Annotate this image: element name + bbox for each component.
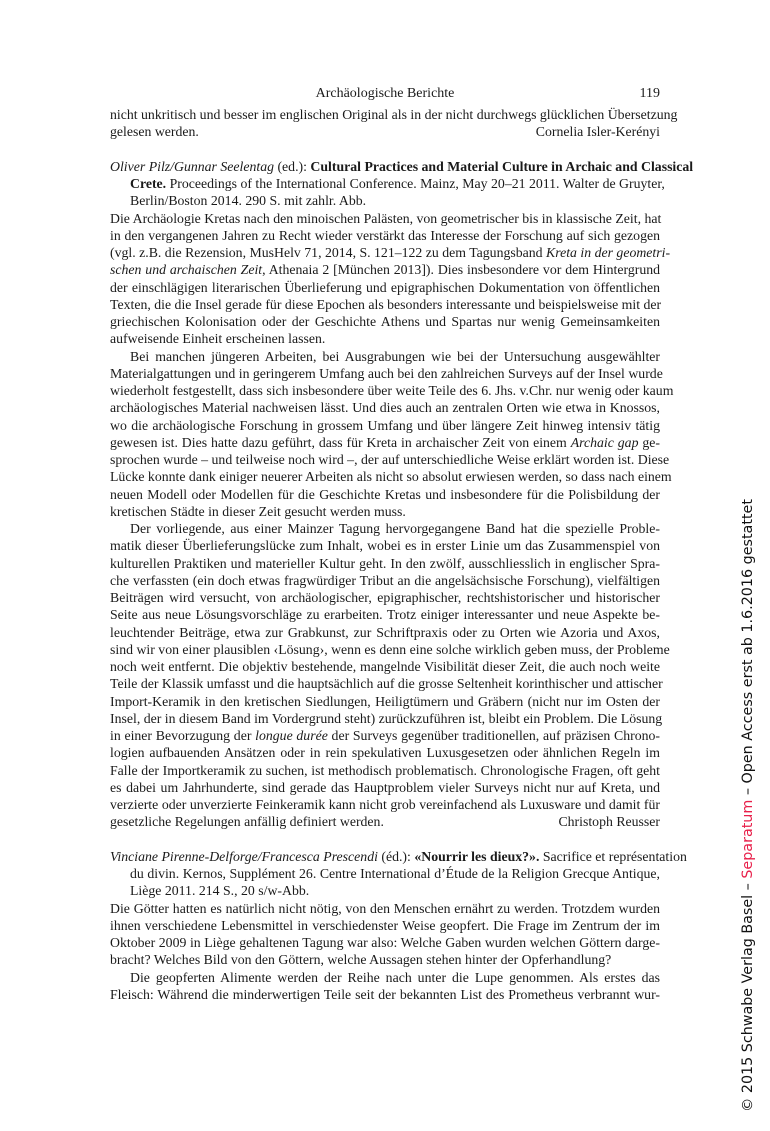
text-run: neuen Modell oder Modellen für die Geschichte Kretas und insbesondere für die Polisbildung der <box>110 486 660 502</box>
text-run: sind wir von einer plausiblen ‹Lösung›, wenn es denn eine solche wirklich geben muss, der Probleme <box>110 641 670 657</box>
text-run: matik dieser Überlieferungslücke zum Inhalt, wobei es in erster Linie um das Zusammenspiel von <box>110 538 660 554</box>
text-run: gelesen werden. <box>110 124 199 140</box>
text-run: (vgl. z.B. die Rezension, MusHelv 71, 2014, S. 121–122 zu dem Tagungsband <box>110 245 547 260</box>
text-line <box>110 106 678 123</box>
text-run: Die geopferten Alimente werden der Reihe nach unter die Lupe genommen. Als erstes das <box>130 969 660 985</box>
text-run: Die Archäologie Kretas nach den minoischen Palästen, von geometrischer bis in klassische Zeit, hat <box>110 210 662 226</box>
text-line <box>110 606 660 623</box>
paragraph <box>110 969 660 1004</box>
text-run: der Surveys gegenüber traditionellen, auf präzisen Chrono- <box>327 728 660 743</box>
italic-text: Archaic gap <box>570 434 639 450</box>
reviewer-signature: Christoph Reusser <box>558 814 660 830</box>
text-run: bracht? Welches Bild von den Göttern, welche Aussagen stehen hinter der Opferhandlung? <box>110 952 612 968</box>
text-run: verzierte oder unverzierte Feinkeramik kann nicht grob vereinfachend als Luxusware und damit für <box>110 797 660 812</box>
text-line <box>110 503 660 520</box>
text-line <box>110 520 660 537</box>
text-run: sprochen wurde – und teilweise noch wird –, der auf unterschiedliche Weise erklärt worden ist. Diese <box>110 452 670 467</box>
running-header <box>110 86 660 104</box>
text-run: der einschlägigen literarischen Überlieferung und epigraphischen Dokumentation von öffentlichen <box>110 279 660 295</box>
open-access-text: – Open Access erst ab 1.6.2016 gestattet <box>740 499 756 800</box>
text-run: du divin. Kernos, Supplément 26. Centre International d’Étude de la Religion Grecque Antique, <box>130 866 660 881</box>
text-line <box>110 641 670 658</box>
paragraph <box>110 520 670 831</box>
text-line <box>110 555 660 572</box>
bibliographic-entry <box>110 158 694 210</box>
text-line <box>110 365 663 382</box>
text-line <box>110 848 687 865</box>
text-line <box>110 175 665 192</box>
text-line <box>110 537 660 554</box>
text-run: (ed.): <box>274 158 311 174</box>
text-run: in den vergangenen Jahren zu Recht wieder verstärkt das Interesse der Forschung auf sich gezogen <box>110 227 660 243</box>
text-run: , Athenaia 2 [München 2013]). Dies insbesondere vor dem Hintergrund <box>262 262 661 278</box>
separatum-label: Separatum <box>740 799 756 879</box>
text-line <box>110 330 660 347</box>
text-line <box>110 417 660 434</box>
copyright-text: © 2015 Schwabe Verlag Basel – <box>740 878 756 1112</box>
text-line <box>110 348 660 365</box>
text-line <box>110 382 674 399</box>
text-line <box>110 451 670 468</box>
text-run: Lücke konnte dank einiger neuerer Arbeiten als nicht so absolut erwiesen werden, so dass nach einem <box>110 469 672 485</box>
bibliographic-entry <box>110 848 687 900</box>
text-line <box>110 192 660 209</box>
text-run: leuchtender Beiträge, etwa zur Grabkunst, zur Schriftpraxis oder zu Orten wie Azoria und Axos, <box>110 624 660 640</box>
paragraph <box>110 900 660 969</box>
italic-text: Vinciane Pirenne-Delforge/Francesca Prescendi <box>110 848 378 864</box>
text-line <box>110 951 660 968</box>
text-line <box>110 727 660 744</box>
text-run: Import-Keramik in den kretischen Siedlungen, Heiligtümern und Gräbern (nicht nur im Osten der <box>110 693 660 709</box>
paragraph <box>110 348 674 521</box>
text-run: gewesen ist. Dies hatte dazu geführt, dass für Kreta in archaischer Zeit von einem <box>110 434 571 450</box>
text-run: Sacrifice et représentation <box>539 848 687 864</box>
text-run: Liège 2011. 214 S., 20 s/w-Abb. <box>130 883 310 899</box>
text-line <box>110 261 660 278</box>
text-line <box>110 123 660 140</box>
bold-text: Cultural Practices and Material Culture in Archaic and Classical <box>310 158 694 174</box>
paragraph <box>110 210 671 348</box>
text-run: ge- <box>638 434 660 450</box>
text-line <box>110 986 660 1003</box>
text-line <box>110 434 660 451</box>
text-run: Berlin/Boston 2014. 290 S. mit zahlr. Abb. <box>130 193 367 209</box>
italic-text: Oliver Pilz/Gunnar Seelentag <box>110 158 274 174</box>
text-run: Materialgattungen und in geringerem Umfang auch bei den zahlreichen Surveys auf der Insel wurde <box>110 365 663 381</box>
text-run: Die Götter hatten es natürlich nicht nötig, von den Menschen ernährt zu werden. Trotzdem wurden <box>110 900 660 916</box>
text-line <box>110 589 660 606</box>
text-line <box>110 934 660 951</box>
text-line <box>110 210 660 227</box>
text-run: Proceedings of the International Conference. Mainz, May 20–21 2011. Walter de Gruyter, <box>166 176 665 191</box>
text-line <box>110 865 660 882</box>
text-run: in einer Bevorzugung der <box>110 728 256 743</box>
reviewer-signature: Cornelia Isler-Kerényi <box>535 124 660 140</box>
text-line <box>110 675 663 692</box>
italic-text: longue durée <box>255 728 328 743</box>
text-run: kretischen Städte in dieser Zeit gesucht werden muss. <box>110 503 406 519</box>
text-line <box>110 158 694 175</box>
text-line <box>110 279 660 296</box>
line-content <box>110 123 199 140</box>
text-line <box>110 572 660 589</box>
text-run: Beiträgen wird versucht, von archäologischer, epigraphischer, rechtshistorischer und historischer <box>110 590 660 605</box>
page-number: 119 <box>639 86 660 101</box>
text-line <box>110 296 660 313</box>
text-line <box>110 796 660 813</box>
text-line <box>110 969 660 986</box>
running-title: Archäologische Berichte <box>315 86 455 101</box>
text-run: Teile der Klassik umfasst und die hauptsächlich auf die grosse Seltenheit korinthischer und attischer <box>110 676 663 692</box>
text-line <box>110 779 660 796</box>
text-run: Texten, die die Insel gerade für diese Epochen als besonders interessante und beispielsweise mit der <box>110 296 662 312</box>
page-body <box>110 106 694 1003</box>
text-run: wiederholt festgestellt, dass sich insbesondere über weite Teile des 6. Jhs. v.Chr. nur wenig oder kaum <box>110 383 674 398</box>
text-run: Seite aus neue Lösungsvorschläge zu erarbeiten. Trotz einiger interessanter und neue Aspekte be- <box>110 607 660 623</box>
paragraph <box>110 106 678 141</box>
text-line <box>110 624 660 641</box>
text-run: Oktober 2009 in Liège gehaltenen Tagung war also: Welche Gaben wurden welchen Göttern darge- <box>110 935 660 950</box>
text-run: kulturellen Praktiken und materieller Kultur geht. In den zwölf, ausschliesslich in englischer Spra- <box>110 555 660 571</box>
bold-text: Crete. <box>130 176 167 191</box>
text-run: (éd.): <box>377 848 415 864</box>
text-run: noch weit entfernt. Die objektiv bestehende, mangelnde Visibilität dieser Zeit, die auch noch weite <box>110 659 660 674</box>
text-line <box>110 762 660 779</box>
text-run: Der vorliegende, aus einer Mainzer Tagung hervorgegangene Band hat die spezielle Proble- <box>130 521 660 536</box>
text-run: gesetzliche Regelungen anfällig definiert werden. <box>110 814 384 830</box>
text-line <box>110 468 672 485</box>
text-run: ihnen verschiedene Lebensmittel in verschiedenster Weise geopfert. Die Frage im Zentrum der im <box>110 917 660 933</box>
text-run: Falle der Importkeramik zu suchen, ist methodisch problematisch. Chronologische Fragen, oft geht <box>110 762 660 778</box>
text-line <box>110 744 660 761</box>
text-line <box>110 900 660 917</box>
text-line <box>110 693 660 710</box>
text-run: nicht unkritisch und besser im englischen Original als in der nicht durchwegs glücklichen Übersetzung <box>110 107 678 122</box>
italic-text: Kreta in der geometri- <box>546 245 671 260</box>
text-line <box>110 227 660 244</box>
text-line <box>110 710 663 727</box>
text-line <box>110 244 671 261</box>
text-line <box>110 813 660 830</box>
text-line <box>110 882 660 899</box>
text-run: Insel, der in diesem Band im Vordergrund steht) zurückzuführen ist, bleibt ein Problem. Die Lösung <box>110 710 663 726</box>
text-line <box>110 399 660 416</box>
text-run: es dabei um Jahrhunderte, sind gerade das Hauptproblem vieler Surveys nicht nur auf Kreta, und <box>110 779 660 795</box>
text-run: archäologisches Material nachweisen lässt. Und dies auch an zentralen Orten wie etwa in Knossos, <box>110 400 660 416</box>
text-run: wo die archäologische Forschung in grossem Umfang und über längere Zeit hinweg intensiv tätig <box>110 417 660 433</box>
text-run: aufweisende Einheit erscheinen lassen. <box>110 331 326 347</box>
line-content <box>110 813 384 830</box>
text-line <box>110 313 660 330</box>
text-run: che verfassten (ein doch etwas fragwürdiger Tribut an die angelsächsische Forschung), vielfältigen <box>110 572 660 588</box>
text-run: Bei manchen jüngeren Arbeiten, bei Ausgrabungen wie bei der Untersuchung ausgewählter <box>130 348 660 364</box>
italic-text: schen und archaischen Zeit <box>110 262 263 278</box>
copyright-notice <box>740 499 756 1112</box>
text-line <box>110 658 660 675</box>
text-line <box>110 917 660 934</box>
text-run: logien aufbauenden Ansätzen oder in rein spekulativen Luxusgesetzen oder ähnlichen Regeln im <box>110 745 660 761</box>
text-run: griechischen Kolonisation oder der Geschichte Athens und Spartas nur wenig Gemeinsamkeiten <box>110 314 660 329</box>
text-run: Fleisch: Während die minderwertigen Teile seit der bekannten List des Prometheus verbrannt wur- <box>110 986 660 1002</box>
bold-text: «Nourrir les dieux?». <box>414 848 540 864</box>
text-line <box>110 486 660 503</box>
